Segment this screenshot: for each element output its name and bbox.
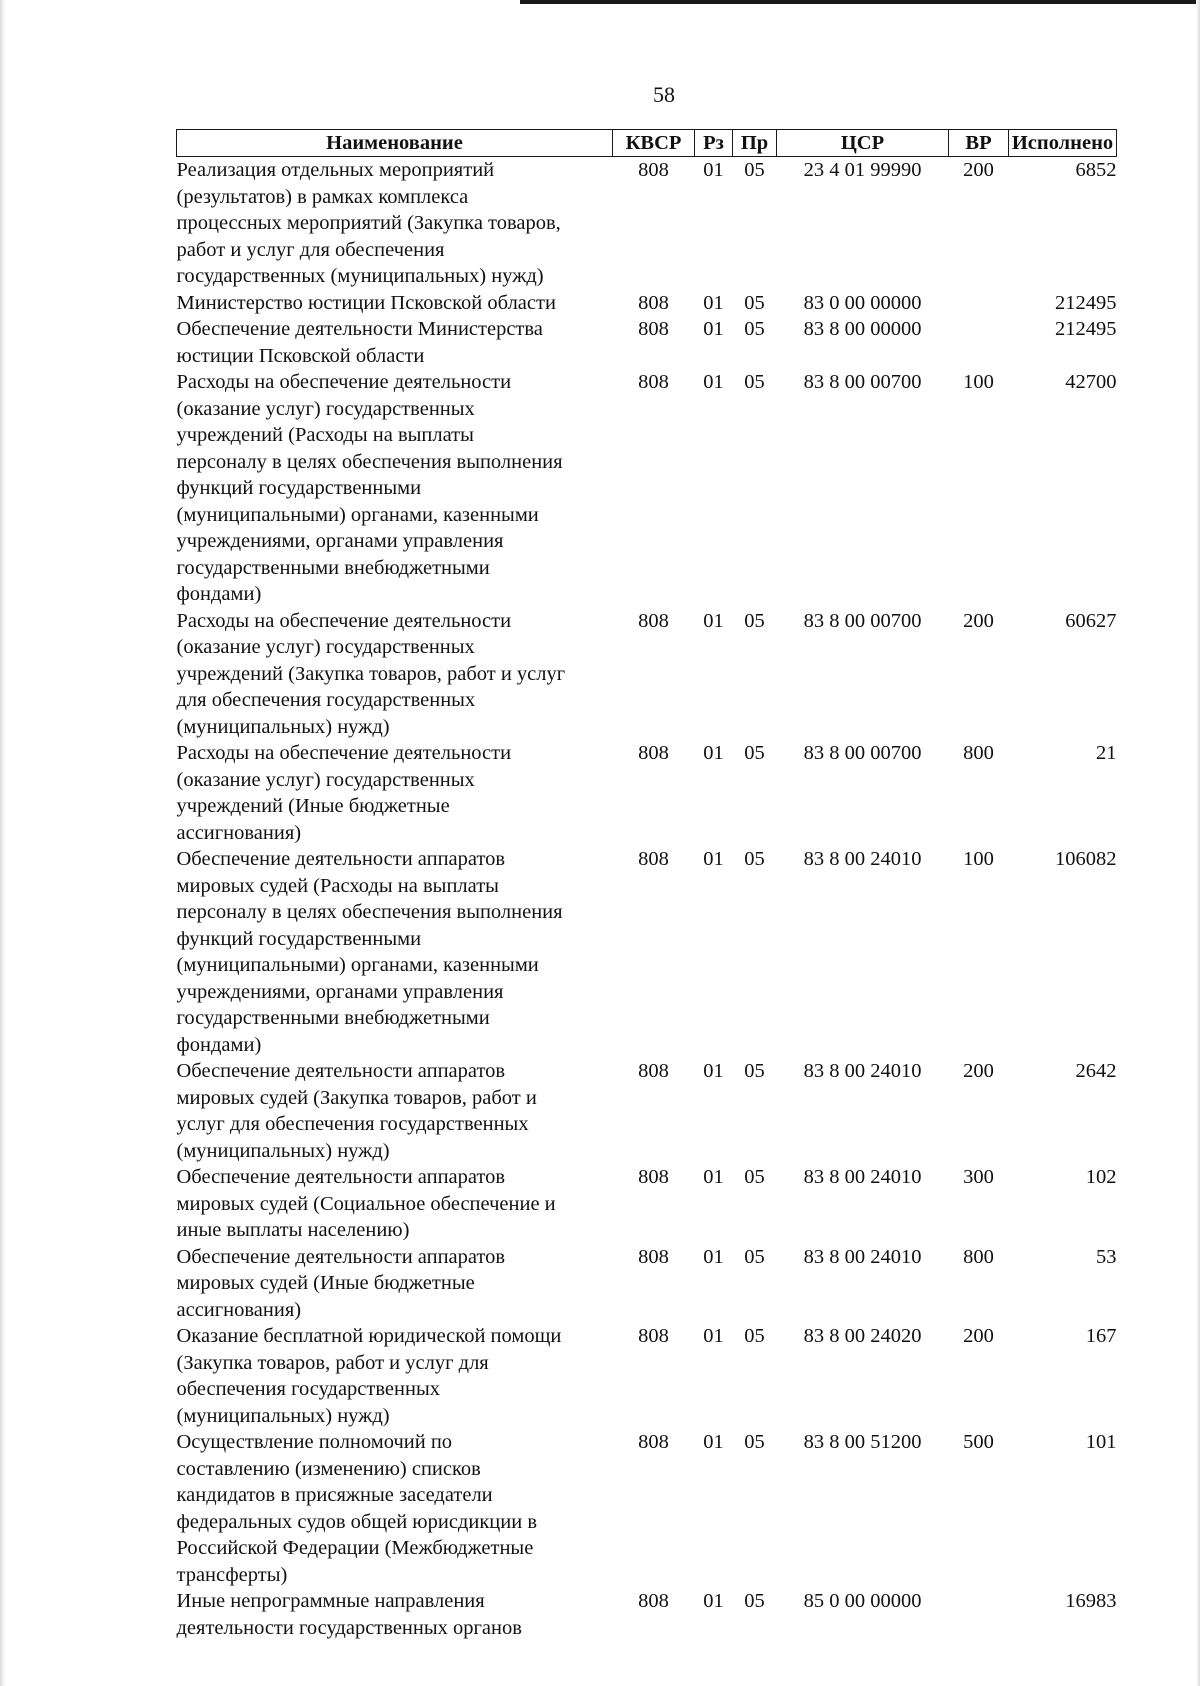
row-name-line: мировых судей (Расходы на выплаты [176,874,499,897]
header-pr: Пр [733,130,777,157]
row-rz: 01 [703,1325,724,1347]
table-row [177,1323,1117,1429]
header-rz: Рз [695,130,733,157]
row-name-line: Расходы на обеспечение деятельности [176,609,512,632]
row-name [177,1244,613,1324]
row-name [177,1588,613,1641]
row-name-line: Оказание бесплатной юридической помощи [176,1325,562,1347]
row-kvsr: 808 [638,848,669,870]
table-row [177,1244,1117,1324]
row-name-line: (муниципальными) органами, казенными [176,954,539,976]
row-csr: 83 8 00 00700 [803,742,922,764]
row-name-line: персоналу в целях обеспечения выполнения [176,450,563,473]
row-csr: 83 8 00 24010 [803,848,922,870]
row-name-line: Российской Федерации (Межбюджетные [176,1537,534,1559]
row-name [177,290,613,317]
row-name-line: Осуществление полномочий по [176,1431,453,1453]
row-rz: 01 [703,1590,724,1612]
row-name-line: функций государственными [176,927,422,950]
row-vr [949,290,1009,317]
row-name [177,157,613,290]
row-pr: 05 [744,1245,765,1268]
row-rz: 01 [703,1431,724,1453]
row-kvsr: 808 [638,742,669,764]
row-kvsr: 808 [638,1166,669,1188]
row-executed-amount: 212495 [1055,291,1117,314]
row-name-line: (оказание услуг) государственных [176,397,475,420]
row-rz: 01 [703,371,724,393]
row-executed-amount: 101 [1085,1431,1117,1453]
row-name-line: Министерство юстиции Псковской области [176,291,556,314]
row-kvsr: 808 [638,159,669,181]
header-kvsr: КВСР [613,130,695,157]
row-csr: 83 0 00 00000 [803,291,922,314]
row-name-line: Обеспечение деятельности аппаратов [176,1166,506,1188]
header-vr: ВР [949,130,1009,157]
row-csr: 83 8 00 24010 [803,1166,922,1188]
row-rz: 01 [703,1166,724,1188]
row-name-line: (Закупка товаров, работ и услуг для [176,1351,489,1374]
row-vr: 800 [963,742,994,764]
table-row [177,290,1117,317]
row-name-line: мировых судей (Закупка товаров, работ и [176,1086,537,1109]
row-name-line: функций государственными [176,477,422,499]
row-executed-amount: 167 [1085,1325,1117,1347]
row-name-line: учреждений (Расходы на выплаты [176,424,474,446]
row-pr: 05 [744,742,765,764]
table-header [177,130,1117,157]
row-name-line: учреждениями, органами управления [176,530,504,552]
row-csr: 83 8 00 00700 [803,609,922,632]
row-name [177,846,613,1058]
row-vr: 200 [963,1325,994,1347]
table-row [177,369,1117,608]
row-kvsr: 808 [638,371,669,393]
row-name-line: (результатов) в рамках комплекса [176,185,469,208]
table-row [177,608,1117,741]
row-name-line: мировых судей (Социальное обеспечение и [176,1192,556,1215]
header-executed: Исполнено [1009,130,1117,157]
row-kvsr: 808 [638,318,669,340]
row-name-line: государственными внебюджетными [176,556,490,579]
row-name-line: процессных мероприятий (Закупка товаров, [176,212,561,234]
row-rz: 01 [703,1060,724,1082]
row-name-line: учреждений (Иные бюджетные [176,795,450,817]
row-name-line: фондами) [176,583,262,605]
row-name-line: работ и услуг для обеспечения [176,238,445,261]
row-name-line: Обеспечение деятельности аппаратов [176,848,506,870]
row-vr: 800 [963,1245,994,1268]
row-rz: 01 [703,609,724,632]
table-row [177,1058,1117,1164]
table-row [177,1429,1117,1588]
row-name-line: для обеспечения государственных [176,689,476,711]
row-executed-amount: 16983 [1065,1590,1117,1612]
page-number: 58 [653,82,675,107]
row-rz: 01 [703,291,724,314]
row-name [177,1164,613,1244]
row-vr: 100 [963,371,994,393]
row-csr: 85 0 00 00000 [803,1590,922,1612]
row-pr: 05 [744,848,765,870]
row-vr: 200 [963,159,994,181]
row-pr: 05 [744,1590,765,1612]
scan-right-edge [1196,0,1200,1686]
row-name-line: трансферты) [176,1563,288,1586]
row-name-line: услуг для обеспечения государственных [176,1113,529,1135]
row-pr: 05 [744,371,765,393]
row-name-line: Реализация отдельных мероприятий [176,159,495,181]
row-executed-amount: 212495 [1055,318,1117,340]
row-name-line: мировых судей (Иные бюджетные [176,1272,475,1294]
row-rz: 01 [703,318,724,340]
row-vr [949,316,1009,369]
row-name-line: (оказание услуг) государственных [176,768,475,791]
scan-top-edge [520,0,1200,4]
row-name-line: государственных (муниципальных) нужд) [176,265,544,287]
row-name-line: составлению (изменению) списков [176,1457,481,1480]
row-name-line: учреждениями, органами управления [176,980,504,1003]
row-name-line: ассигнования) [176,821,302,844]
row-name [177,608,613,741]
row-csr: 83 8 00 24010 [803,1245,922,1268]
row-kvsr: 808 [638,291,669,314]
table-row [177,846,1117,1058]
row-csr: 23 4 01 99990 [803,159,922,181]
row-pr: 05 [744,291,765,314]
row-name [177,316,613,369]
row-name-line: Обеспечение деятельности аппаратов [176,1060,506,1082]
row-rz: 01 [703,1245,724,1268]
budget-execution-table [176,129,1117,1641]
row-pr: 05 [744,1431,765,1453]
row-name-line: федеральных судов общей юрисдикции в [176,1510,538,1533]
header-name: Наименование [177,130,613,157]
table-row [177,1588,1117,1641]
table-row [177,157,1117,290]
row-name-line: персоналу в целях обеспечения выполнения [176,901,563,923]
row-rz: 01 [703,848,724,870]
row-name-line: (муниципальных) нужд) [176,1139,390,1162]
row-kvsr: 808 [638,1245,669,1268]
row-name [177,740,613,846]
row-name-line: кандидатов в присяжные заседатели [176,1484,493,1506]
row-name-line: обеспечения государственных [176,1378,440,1400]
row-executed-amount: 60627 [1065,609,1117,632]
row-csr: 83 8 00 24020 [803,1325,922,1347]
row-vr: 200 [963,609,994,632]
row-name-line: фондами) [176,1033,262,1056]
row-kvsr: 808 [638,609,669,632]
row-csr: 83 8 00 00000 [803,318,922,340]
row-name-line: (оказание услуг) государственных [176,636,475,658]
row-name-line: деятельности государственных органов [176,1616,522,1639]
table-body [177,157,1117,1642]
row-name-line: иные выплаты населению) [176,1219,410,1241]
row-pr: 05 [744,1325,765,1347]
row-name-line: Обеспечение деятельности Министерства [176,318,543,340]
row-csr: 83 8 00 24010 [803,1060,922,1082]
row-name-line: Расходы на обеспечение деятельности [176,742,512,764]
row-pr: 05 [744,609,765,632]
row-vr [949,1588,1009,1641]
row-name-line: Обеспечение деятельности аппаратов [176,1245,506,1268]
row-rz: 01 [703,159,724,181]
table-row [177,316,1117,369]
scan-left-edge [0,0,6,1686]
row-executed-amount: 6852 [1075,159,1117,181]
row-executed-amount: 42700 [1065,371,1117,393]
row-name [177,369,613,608]
row-vr: 200 [963,1060,994,1082]
header-csr: ЦСР [777,130,949,157]
row-pr: 05 [744,318,765,340]
row-name-line: Расходы на обеспечение деятельности [176,371,512,393]
row-csr: 83 8 00 00700 [803,371,922,393]
row-pr: 05 [744,159,765,181]
row-name [177,1323,613,1429]
row-name [177,1058,613,1164]
row-name-line: (муниципальных) нужд) [176,715,390,738]
row-name-line: (муниципальных) нужд) [176,1404,390,1427]
row-kvsr: 808 [638,1325,669,1347]
row-vr: 100 [963,848,994,870]
table-row [177,1164,1117,1244]
row-rz: 01 [703,742,724,764]
row-executed-amount: 21 [1096,742,1117,764]
row-executed-amount: 102 [1085,1166,1117,1188]
row-kvsr: 808 [638,1431,669,1453]
row-name-line: учреждений (Закупка товаров, работ и услуг [176,662,566,685]
row-kvsr: 808 [638,1060,669,1082]
row-name-line: (муниципальными) органами, казенными [176,503,539,526]
row-name [177,1429,613,1588]
row-vr: 500 [963,1431,994,1453]
row-csr: 83 8 00 51200 [803,1431,922,1453]
row-name-line: государственными внебюджетными [176,1007,490,1029]
row-pr: 05 [744,1166,765,1188]
row-executed-amount: 53 [1096,1245,1117,1268]
row-executed-amount: 106082 [1055,848,1117,870]
table-row [177,740,1117,846]
row-kvsr: 808 [638,1590,669,1612]
row-name-line: юстиции Псковской области [176,344,425,367]
row-vr: 300 [963,1166,994,1188]
row-name-line: Иные непрограммные направления [176,1590,485,1612]
row-name-line: ассигнования) [176,1298,302,1321]
row-pr: 05 [744,1060,765,1082]
row-executed-amount: 2642 [1075,1060,1117,1082]
